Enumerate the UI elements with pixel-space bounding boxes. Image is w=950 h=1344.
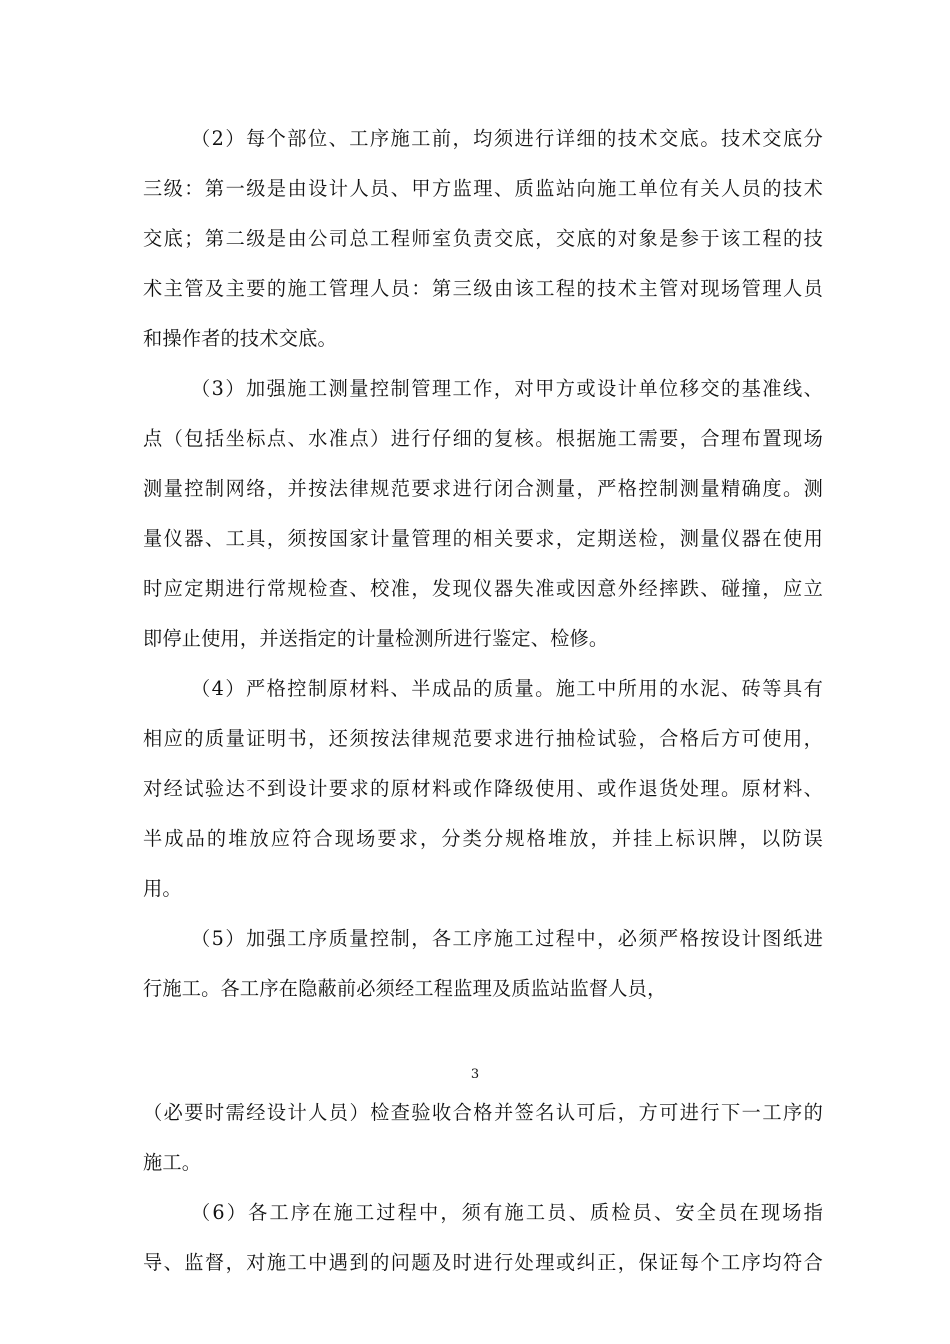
continued-paragraph-line-2: 施工。: [143, 1151, 202, 1174]
paragraph-3-line-1: （3）加强施工测量控制管理工作，对甲方或设计单位移交的基准线、: [191, 377, 823, 400]
paragraph-2-line-1: （2）每个部位、工序施工前，均须进行详细的技术交底。技术交底分: [191, 127, 823, 150]
paragraph-4-line-3: 对经试验达不到设计要求的原材料或作降级使用、或作退货处理。原材料、: [143, 777, 823, 800]
paragraph-5-line-2: 行施工。各工序在隐蔽前必须经工程监理及质监站监督人员，: [143, 977, 667, 1000]
paragraph-2-line-3: 交底；第二级是由公司总工程师室负责交底，交底的对象是参于该工程的技: [143, 227, 823, 250]
paragraph-4-line-2: 相应的质量证明书，还须按法律规范要求进行抽检试验，合格后方可使用，: [143, 727, 823, 750]
paragraph-3-line-3: 测量控制网络，并按法律规范要求进行闭合测量，严格控制测量精确度。测: [143, 477, 823, 500]
paragraph-6-line-2: 导、监督，对施工中遇到的问题及时进行处理或纠正，保证每个工序均符合: [143, 1251, 823, 1274]
paragraph-6-line-1: （6）各工序在施工过程中，须有施工员、质检员、安全员在现场指: [191, 1201, 823, 1224]
paragraph-3-line-2: 点（包括坐标点、水准点）进行仔细的复核。根据施工需要，合理布置现场: [143, 427, 823, 450]
paragraph-3-line-5: 时应定期进行常规检查、校准，发现仪器失准或因意外经摔跌、碰撞，应立: [143, 577, 823, 600]
paragraph-4-line-4: 半成品的堆放应符合现场要求，分类分规格堆放，并挂上标识牌，以防误: [143, 827, 823, 850]
paragraph-3-line-6: 即停止使用，并送指定的计量检测所进行鉴定、检修。: [143, 627, 609, 650]
paragraph-2-line-5: 和操作者的技术交底。: [143, 327, 337, 350]
paragraph-2-line-2: 三级：第一级是由设计人员、甲方监理、质监站向施工单位有关人员的技术: [143, 177, 823, 200]
paragraph-5-line-1: （5）加强工序质量控制，各工序施工过程中，必须严格按设计图纸进: [191, 927, 823, 950]
paragraph-4-line-1: （4）严格控制原材料、半成品的质量。施工中所用的水泥、砖等具有: [191, 677, 823, 700]
paragraph-3-line-4: 量仪器、工具，须按国家计量管理的相关要求，定期送检，测量仪器在使用: [143, 527, 823, 550]
page-number: 3: [470, 1067, 480, 1082]
paragraph-4-line-5: 用。: [143, 877, 182, 900]
continued-paragraph-line-1: （必要时需经设计人员）检查验收合格并签名认可后，方可进行下一工序的: [143, 1101, 823, 1124]
paragraph-2-line-4: 术主管及主要的施工管理人员：第三级由该工程的技术主管对现场管理人员: [143, 277, 823, 300]
